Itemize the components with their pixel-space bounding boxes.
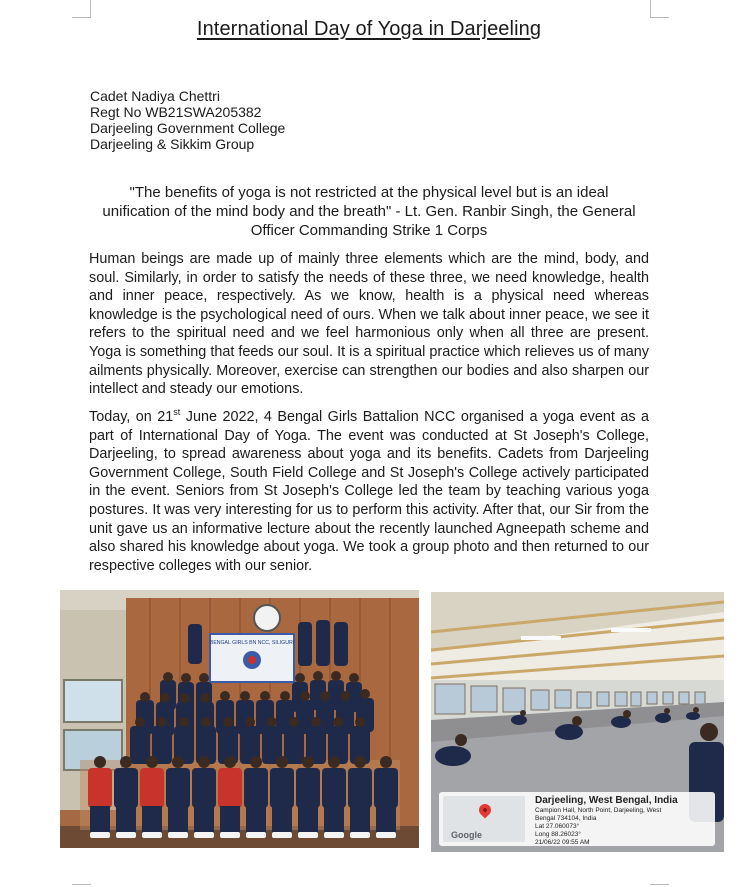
paragraph-2 bbox=[89, 408, 649, 575]
author-group: Darjeeling & Sikkim Group bbox=[90, 136, 255, 152]
crop-mark-bottom-left bbox=[72, 884, 91, 885]
geotag-caption bbox=[439, 792, 715, 846]
group-photo-illustration bbox=[60, 590, 419, 848]
crop-mark-top-left bbox=[90, 0, 91, 18]
document-title: International Day of Yoga in Darjeeling bbox=[196, 18, 542, 40]
location-pin-icon bbox=[477, 802, 494, 819]
paragraph-2-rest: June 2022, 4 Bengal Girls Battalion NCC organised a yoga event as a part of International Day of Yoga. The event was conducted at St Joseph's College, Darjeeling, to spread awareness about yoga and its benefits. Cadets from Darjeeling Government College, South Field College and St Joseph's College actively participated in the event. Seniors from St Joseph's College led the team by teaching various yoga postures. It was very interesting for us to perform this activity. After that, our Sir from the unit gave us an informative lecture about the recently launched Agneepath scheme and also shared his knowledge about yoga. We took a group photo and then returned to our respective colleges with our senior. bbox=[89, 409, 649, 574]
geotag-address-1: Campion Hall, North Point, Darjeeling, West bbox=[535, 807, 662, 814]
geotag-datetime: 21/06/22 09:55 AM bbox=[535, 839, 590, 846]
geotag-lat: Lat 27.060073° bbox=[535, 823, 580, 830]
author-college: Darjeeling Government College bbox=[90, 120, 286, 136]
yoga-hall-photo bbox=[431, 592, 724, 852]
geotag-place: Darjeeling, West Bengal, India bbox=[535, 795, 678, 806]
group-photo bbox=[60, 590, 419, 848]
crop-mark-bottom-right bbox=[650, 884, 669, 885]
ordinal-suffix: st bbox=[173, 407, 181, 418]
geotag-long: Long 88.26023° bbox=[535, 831, 581, 838]
google-logo: Google bbox=[451, 830, 482, 840]
quote: "The benefits of yoga is not restricted at the physical level but is an ideal unification of the mind body and the breath" - Lt. Gen. Ranbir Singh, the General Officer Commanding Strike 1 Corps bbox=[102, 184, 636, 239]
author-block bbox=[90, 88, 285, 152]
paragraph-1: Human beings are made up of mainly three elements which are the mind, body, and soul. Similarly, in order to satisfy the needs of these three, we need knowledge, health and inner peace, respectively. As we know, health is a physical need whereas knowledge is the psychological need of ours. When we talk about inner peace, we see it refers to the spiritual need and we feel harmonious only when all three are present. Yoga is something that feeds our soul. It is a spiritual practice which relieves us of many ailments physically. Moreover, exercise can strengthen our bodies and also sharpen our intellect and steady our emotions. bbox=[89, 251, 649, 398]
geotag-details bbox=[535, 795, 678, 847]
author-name: Cadet Nadiya Chettri bbox=[90, 88, 220, 104]
author-regt-no: Regt No WB21SWA205382 bbox=[90, 104, 262, 120]
geotag-address-2: Bengal 734104, India bbox=[535, 815, 597, 822]
banner-text: BENGAL GIRLS BN NCC, SILIGURI bbox=[209, 640, 295, 646]
map-thumbnail bbox=[443, 796, 525, 842]
crop-mark-top-right bbox=[650, 0, 651, 18]
paragraph-2-start: Today, on 21 bbox=[89, 409, 174, 425]
